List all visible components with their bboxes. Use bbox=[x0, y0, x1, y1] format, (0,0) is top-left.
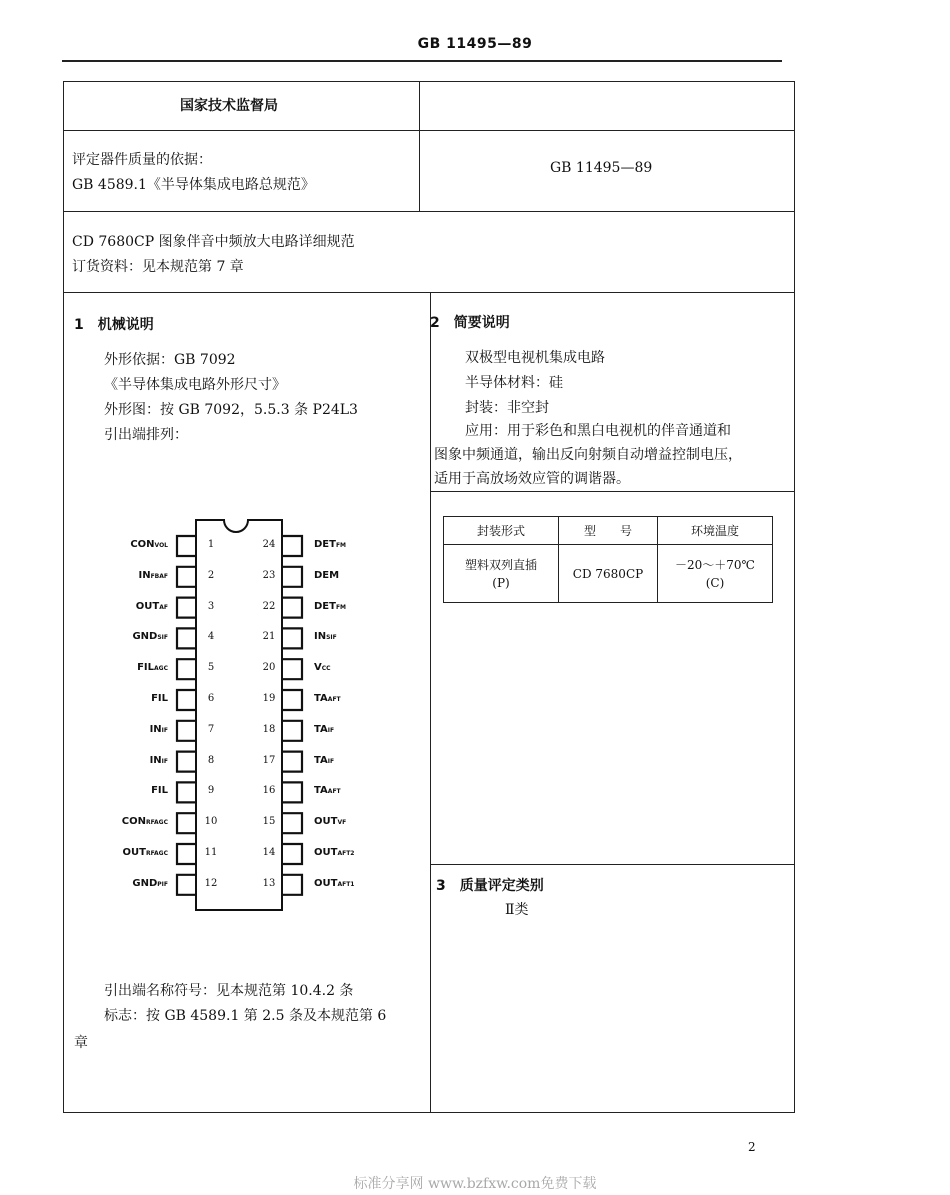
pin-number: 12 bbox=[204, 877, 218, 889]
pin-name: TA bbox=[314, 754, 328, 766]
pin-subscript: IF bbox=[327, 726, 335, 734]
pin-tab bbox=[282, 567, 302, 587]
package-table bbox=[443, 516, 773, 603]
table-header: 封装形式 bbox=[444, 517, 559, 545]
pin-tab bbox=[282, 844, 302, 864]
pin-number: 18 bbox=[262, 723, 276, 735]
section2-line: 应用：用于彩色和黑白电视机的伴音通道和 bbox=[465, 423, 731, 439]
basis-label: 评定器件质量的依据： bbox=[72, 152, 212, 168]
pin-number: 14 bbox=[262, 847, 276, 858]
pin-tab bbox=[282, 752, 302, 772]
pin-subscript: VOL bbox=[154, 542, 168, 549]
pin-name: TA bbox=[314, 723, 328, 735]
pin-label bbox=[314, 724, 334, 735]
pin-label bbox=[137, 662, 168, 673]
pin-subscript: PIF bbox=[157, 880, 168, 888]
quality-category: Ⅱ类 bbox=[505, 902, 529, 918]
pin-subscript: AFT bbox=[327, 696, 341, 703]
section1-line: 外形图：按 GB 7092，5.5.3 条 P24L3 bbox=[104, 402, 358, 418]
pin-label bbox=[132, 878, 168, 889]
pin-subscript: AFT1 bbox=[337, 880, 355, 888]
pin-label bbox=[314, 878, 354, 889]
table-header: 环境温度 bbox=[658, 517, 773, 545]
pin-subscript: SIF bbox=[157, 634, 168, 642]
pin-number: 7 bbox=[207, 723, 215, 735]
pin-subscript: FBAF bbox=[150, 572, 168, 580]
section2-line: 半导体材料：硅 bbox=[465, 375, 563, 391]
pin-name: IN bbox=[314, 631, 327, 643]
pin-label bbox=[136, 601, 168, 612]
pin-label bbox=[314, 662, 331, 673]
pin-name: OUT bbox=[314, 877, 338, 889]
pin-tab bbox=[282, 690, 302, 710]
section1-footer-line: 章 bbox=[74, 1035, 88, 1051]
pin-subscript: IF bbox=[327, 757, 335, 765]
pin-tab bbox=[177, 536, 196, 556]
pin-number: 23 bbox=[262, 569, 276, 581]
section2-heading: 2 简要说明 bbox=[430, 315, 510, 331]
pin-tab bbox=[282, 628, 302, 648]
section1-footer-line: 标志：按 GB 4589.1 第 2.5 条及本规范第 6 bbox=[104, 1008, 387, 1024]
pin-number: 21 bbox=[262, 631, 276, 643]
section1-line: 《半导体集成电路外形尺寸》 bbox=[104, 377, 286, 393]
spec-title: CD 7680CP 图象伴音中频放大电路详细规范 bbox=[72, 234, 355, 250]
pin-number: 17 bbox=[262, 754, 276, 766]
pin-label bbox=[138, 570, 168, 581]
package-type: 塑料双列直插 bbox=[464, 557, 537, 572]
pin-label bbox=[150, 724, 168, 735]
model-cell: CD 7680CP bbox=[559, 545, 658, 603]
pin-tab bbox=[177, 875, 196, 895]
pin-label bbox=[314, 601, 346, 612]
pin-label bbox=[314, 785, 341, 796]
pin-subscript: AF bbox=[159, 603, 168, 611]
pin-name: OUT bbox=[314, 847, 338, 858]
pin-tab bbox=[177, 567, 196, 587]
document-code: GB 11495—89 bbox=[417, 36, 533, 52]
section2-line: 双极型电视机集成电路 bbox=[465, 350, 605, 366]
section1-footer-line: 引出端名称符号：见本规范第 10.4.2 条 bbox=[104, 983, 354, 999]
pin-number: 13 bbox=[262, 877, 276, 889]
package-code: (P) bbox=[492, 575, 510, 590]
pin-tab bbox=[282, 659, 302, 679]
pin-subscript: AGC bbox=[154, 665, 168, 673]
pin-name: GND bbox=[132, 631, 158, 643]
pin-tab bbox=[177, 721, 196, 741]
pin-number: 9 bbox=[207, 785, 215, 797]
pin-label bbox=[314, 755, 334, 766]
pin-tab bbox=[282, 813, 302, 833]
pin-label bbox=[314, 539, 346, 550]
pin-name: IN bbox=[149, 754, 162, 766]
watermark: 标准分享网 www.bzfxw.com免费下载 bbox=[353, 1176, 597, 1192]
pin-tab bbox=[177, 690, 196, 710]
spec-number: GB 11495—89 bbox=[550, 160, 653, 176]
pin-name: DEM bbox=[314, 569, 340, 581]
basis-doc: GB 4589.1《半导体集成电路总规范》 bbox=[72, 177, 315, 193]
pin-number: 8 bbox=[207, 754, 215, 766]
agency-name: 国家技术监督局 bbox=[180, 98, 278, 114]
temperature-cell bbox=[658, 545, 773, 603]
pin-name: FIL bbox=[151, 693, 168, 704]
temperature-range: －20～＋70℃ bbox=[675, 557, 755, 572]
temperature-class: (C) bbox=[705, 575, 725, 590]
section1-line: 外形依据：GB 7092 bbox=[104, 352, 236, 368]
pin-tab bbox=[177, 782, 196, 802]
pin-number: 22 bbox=[262, 600, 276, 612]
pin-subscript: FM bbox=[335, 542, 347, 549]
section1-line: 引出端排列： bbox=[104, 427, 188, 443]
pin-tab bbox=[282, 721, 302, 741]
pin-label bbox=[314, 693, 341, 704]
package-cell bbox=[444, 545, 559, 603]
pin-number: 1 bbox=[207, 539, 215, 550]
pin-subscript: FM bbox=[335, 603, 347, 611]
pin-number: 11 bbox=[204, 847, 218, 858]
pin-name: IN bbox=[149, 723, 162, 735]
pin-subscript: AFT2 bbox=[337, 850, 355, 857]
pin-tab bbox=[282, 782, 302, 802]
pin-label bbox=[151, 693, 168, 704]
table-header: 型 号 bbox=[559, 517, 658, 545]
pin-label bbox=[150, 755, 168, 766]
pin-name: DET bbox=[314, 539, 336, 550]
ordering-info: 订货资料：见本规范第 7 章 bbox=[72, 259, 244, 275]
page-number: 2 bbox=[748, 1140, 756, 1154]
pin-number: 4 bbox=[207, 631, 215, 643]
pin-number: 15 bbox=[262, 816, 276, 828]
pin-number: 19 bbox=[262, 693, 276, 704]
pin-name: OUT bbox=[314, 816, 338, 828]
pin-label bbox=[314, 816, 346, 827]
pin-tab bbox=[282, 536, 302, 556]
pin-name: TA bbox=[314, 785, 328, 797]
pin-number: 24 bbox=[262, 539, 276, 550]
section2-line: 适用于高放场效应管的调谐器。 bbox=[434, 471, 630, 487]
pin-label bbox=[314, 631, 337, 642]
pin-name: GND bbox=[132, 877, 158, 889]
pin-subscript: RFAGC bbox=[145, 819, 168, 827]
pin-name: OUT bbox=[122, 847, 146, 858]
pin-name: FIL bbox=[151, 785, 168, 797]
pin-tab bbox=[282, 598, 302, 618]
pin-name: IN bbox=[138, 569, 151, 581]
pin-tab bbox=[177, 659, 196, 679]
pin-name: DET bbox=[314, 600, 336, 612]
pin-subscript: RFAGC bbox=[145, 850, 168, 857]
pin-tab bbox=[177, 813, 196, 833]
pin-number: 3 bbox=[207, 600, 215, 612]
pin-label bbox=[130, 539, 168, 550]
pin-subscript: IF bbox=[161, 757, 168, 765]
pin-label bbox=[151, 785, 168, 796]
pin-subscript: CC bbox=[321, 665, 331, 673]
pin-name: CON bbox=[121, 816, 146, 828]
pin-tab bbox=[282, 875, 302, 895]
pin-tab bbox=[177, 844, 196, 864]
pin-label bbox=[122, 816, 168, 827]
pin-name: FIL bbox=[137, 662, 155, 674]
pin-subscript: IF bbox=[161, 726, 168, 734]
pin-number: 6 bbox=[207, 693, 215, 704]
pin-name: V bbox=[314, 662, 322, 674]
pin-number: 5 bbox=[207, 662, 215, 674]
section3-heading: 3 质量评定类别 bbox=[436, 878, 544, 894]
pin-label bbox=[132, 631, 168, 642]
pin-number: 20 bbox=[262, 662, 276, 674]
pin-number: 16 bbox=[262, 785, 276, 797]
pin-label bbox=[123, 847, 168, 858]
pin-label bbox=[314, 570, 339, 581]
pin-subscript: AFT bbox=[327, 788, 341, 796]
pin-number: 2 bbox=[207, 569, 215, 581]
pin-subscript: VF bbox=[337, 819, 347, 827]
pin-label bbox=[314, 847, 354, 858]
pin-name: CON bbox=[130, 539, 155, 550]
pin-name: OUT bbox=[135, 600, 160, 612]
pin-tab bbox=[177, 628, 196, 648]
pin-name: TA bbox=[314, 693, 328, 704]
pin-number: 10 bbox=[204, 816, 218, 828]
pin-tab bbox=[177, 752, 196, 772]
pin-tab bbox=[177, 598, 196, 618]
pin-subscript: SIF bbox=[326, 634, 337, 642]
section2-line: 封装：非空封 bbox=[465, 400, 549, 416]
section1-heading: 1 机械说明 bbox=[74, 317, 154, 333]
section2-line: 图象中频通道，输出反向射频自动增益控制电压， bbox=[434, 447, 742, 463]
